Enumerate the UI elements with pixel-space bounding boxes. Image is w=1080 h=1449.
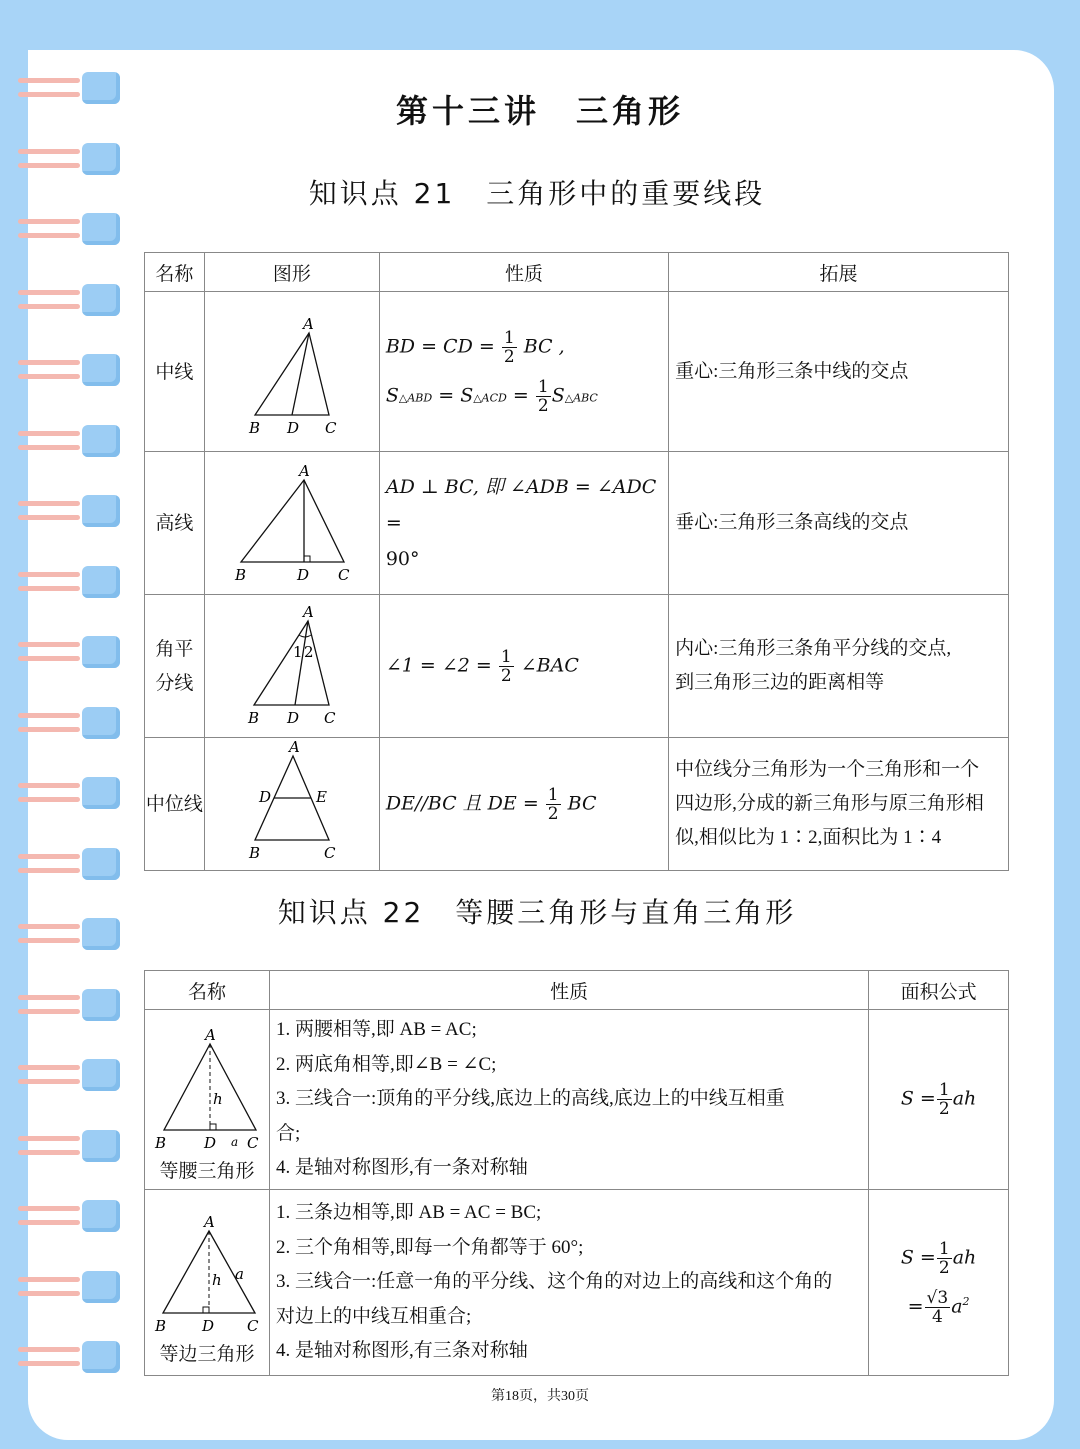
bisector-eq-post: ∠BAC xyxy=(520,654,579,676)
label-angle-1: 1 xyxy=(292,643,303,661)
area-eq: = xyxy=(512,384,529,406)
prop-4: 4. 是轴对称图形,有一条对称轴 xyxy=(276,1157,528,1179)
prop-3-cont: 对边上的中线互相重合; xyxy=(276,1305,472,1327)
row-name: 中位线 xyxy=(145,738,205,871)
triangle-shape xyxy=(241,480,344,562)
segments-table xyxy=(144,252,1009,871)
altitude-triangle-diagram xyxy=(205,452,379,590)
fraction-half xyxy=(502,329,517,366)
label-d: D xyxy=(204,1134,217,1152)
area-s2-sub: △ACD xyxy=(473,391,507,404)
label-b: B xyxy=(248,844,260,862)
altitude-extension: 垂心:三角形三条高线的交点 xyxy=(669,452,1009,595)
prop-2: 2. 两底角相等,即∠B = ∠C; xyxy=(276,1053,497,1075)
right-angle-mark xyxy=(304,556,310,562)
right-angle-mark xyxy=(203,1307,209,1313)
label-c: C xyxy=(337,566,350,584)
binding-ring xyxy=(18,705,110,741)
label-c: C xyxy=(247,1134,259,1152)
binding-ring xyxy=(18,1198,110,1234)
binding-ring xyxy=(18,846,110,882)
median-extension: 重心:三角形三条中线的交点 xyxy=(669,292,1009,452)
label-e: E xyxy=(315,788,327,806)
binding-ring xyxy=(18,493,110,529)
area-s3-sub: △ABC xyxy=(564,391,598,404)
header-name: 名称 xyxy=(145,253,205,292)
binding-ring xyxy=(18,352,110,388)
area2-sup: 2 xyxy=(962,1294,970,1308)
isosceles-cell xyxy=(145,1010,270,1190)
label-c: C xyxy=(324,418,337,437)
altitude-figure xyxy=(204,452,379,595)
label-d: D xyxy=(286,418,299,437)
label-a: A xyxy=(205,1026,216,1044)
header-property: 性质 xyxy=(270,971,869,1010)
fraction-half: $\frac{1}{2}$ xyxy=(938,1080,950,1119)
midline-figure xyxy=(204,738,379,871)
prop-1: 1. 三条边相等,即 AB = AC = BC; xyxy=(276,1202,542,1224)
triangle-shape xyxy=(255,333,329,415)
bisector-triangle-diagram xyxy=(205,595,379,733)
median-eq1-post: BC , xyxy=(523,335,565,357)
median-figure xyxy=(204,292,379,452)
binding-ring xyxy=(18,1128,110,1164)
median-eq1-pre: BD = CD = xyxy=(385,335,495,357)
midline-property xyxy=(379,738,668,871)
ext-line1: 中位线分三角形为一个三角形和一个 xyxy=(675,759,980,780)
fraction-half: $\frac{1}{2}$ xyxy=(547,784,559,824)
bisector-line xyxy=(292,621,308,705)
table-header-row xyxy=(145,253,1009,292)
header-figure: 图形 xyxy=(204,253,379,292)
frac-num: 1 xyxy=(503,327,515,348)
prop-3: 3. 三线合一:顶角的平分线,底边上的高线,底边上的中线互相重 xyxy=(276,1088,785,1110)
area-pre: S = xyxy=(900,1246,936,1268)
table-header-row xyxy=(145,971,1009,1010)
area-post: ah xyxy=(952,1087,977,1110)
label-d: D xyxy=(258,788,271,806)
section1-heading: 知识点 21 三角形中的重要线段 xyxy=(308,177,766,210)
header-extension: 拓展 xyxy=(669,253,1009,292)
frac-den: 2 xyxy=(503,346,515,367)
page-title: 第十三讲 三角形 xyxy=(395,92,684,130)
fraction-sqrt3-over-4: $\frac{√3}{4}$ xyxy=(926,1287,949,1327)
area-s2: = S xyxy=(438,384,474,406)
area-s3: S xyxy=(551,384,565,406)
table-row-altitude xyxy=(145,452,1009,595)
triangle-shape xyxy=(254,621,329,705)
midline-extension xyxy=(669,738,1009,871)
prop-2: 2. 三个角相等,即每一个角都等于 60°; xyxy=(276,1236,584,1258)
midline-eq-post: BC xyxy=(567,792,597,814)
area-s1-sub: △ABD xyxy=(398,391,433,404)
prop-4: 4. 是轴对称图形,有三条对称轴 xyxy=(276,1340,528,1362)
label-a-side: a xyxy=(235,1265,244,1283)
isosceles-name: 等腰三角形 xyxy=(159,1160,255,1182)
row-name-line1: 角平 xyxy=(155,638,194,660)
binding-ring xyxy=(18,775,110,811)
bisector-extension xyxy=(669,595,1009,738)
area-post: ah xyxy=(952,1246,977,1268)
bisector-property xyxy=(379,595,668,738)
isosceles-properties xyxy=(270,1010,869,1190)
header-area-formula: 面积公式 xyxy=(869,971,1009,1010)
bisector-figure xyxy=(204,595,379,738)
binding-ring xyxy=(18,282,110,318)
bisector-eq-pre: ∠1 = ∠2 = xyxy=(385,654,492,676)
label-a: A xyxy=(302,314,314,333)
label-c: C xyxy=(323,844,336,862)
binding-ring xyxy=(18,1269,110,1305)
page-footer: 第18页，共30页 xyxy=(491,1389,589,1404)
altitude-property xyxy=(379,452,668,595)
label-h: h xyxy=(213,1090,223,1108)
table-row-isosceles xyxy=(145,1010,1009,1190)
equilateral-cell xyxy=(145,1190,270,1376)
median-property xyxy=(379,292,668,452)
label-a: A xyxy=(288,738,300,756)
table-row-bisector xyxy=(145,595,1009,738)
binding-ring xyxy=(18,987,110,1023)
equilateral-name: 等边三角形 xyxy=(159,1343,255,1365)
median-triangle-diagram xyxy=(205,295,379,445)
ext-line1: 内心:三角形三条角平分线的交点, xyxy=(675,638,952,659)
area-s1: S xyxy=(385,384,399,406)
row-name: 中线 xyxy=(145,292,205,452)
section2-heading: 知识点 22 等腰三角形与直角三角形 xyxy=(277,896,797,929)
binding-ring xyxy=(18,1339,110,1375)
area-pre: S = xyxy=(900,1087,936,1110)
label-a: A xyxy=(298,462,310,480)
binding-ring xyxy=(18,211,110,247)
label-d: D xyxy=(286,709,299,727)
label-h: h xyxy=(212,1271,222,1289)
binding-ring xyxy=(18,1057,110,1093)
altitude-eq1: AD ⊥ BC, 即 ∠ADB = ∠ADC = xyxy=(385,476,657,534)
label-a-lower: a xyxy=(231,1135,239,1149)
right-angle-mark xyxy=(210,1124,216,1130)
row-name xyxy=(145,595,205,738)
special-triangles-table xyxy=(144,970,1009,1376)
angle-arc xyxy=(299,635,311,637)
label-angle-2: 2 xyxy=(303,643,314,661)
row-name: 高线 xyxy=(145,452,205,595)
label-a: A xyxy=(302,603,314,621)
label-b: B xyxy=(155,1134,167,1152)
fraction-half-2: $\frac{1}{2}$ xyxy=(537,376,549,416)
label-b: B xyxy=(155,1317,167,1335)
isosceles-triangle-diagram xyxy=(145,1016,269,1156)
table-row-midline xyxy=(145,738,1009,871)
label-d: D xyxy=(202,1317,215,1335)
label-b: B xyxy=(234,566,246,584)
label-b: B xyxy=(248,418,260,437)
header-property: 性质 xyxy=(379,253,668,292)
fraction-half: $\frac{1}{2}$ xyxy=(500,646,512,686)
row-name-line2: 分线 xyxy=(155,672,194,694)
ext-line2: 四边形,分成的新三角形与原三角形相 xyxy=(675,793,984,814)
altitude-eq2: 90° xyxy=(385,548,420,570)
fraction-half: $\frac{1}{2}$ xyxy=(938,1238,950,1278)
binding-ring xyxy=(18,423,110,459)
prop-3: 3. 三线合一:任意一角的平分线、这个角的对边上的高线和这个角的 xyxy=(276,1271,833,1293)
equilateral-area xyxy=(869,1190,1009,1376)
label-c: C xyxy=(323,709,336,727)
prop-1: 1. 两腰相等,即 AB = AC; xyxy=(276,1019,477,1041)
area2-pre: = xyxy=(907,1295,924,1317)
isosceles-area xyxy=(869,1010,1009,1190)
area2-post: a xyxy=(951,1295,963,1317)
midline-triangle-diagram xyxy=(205,738,379,866)
binding-ring xyxy=(18,634,110,670)
midline-eq-pre: DE//BC 且 DE = xyxy=(385,792,539,814)
equilateral-properties xyxy=(270,1190,869,1376)
equilateral-triangle-diagram xyxy=(145,1199,269,1339)
binding-ring xyxy=(18,564,110,600)
ext-line2: 到三角形三边的距离相等 xyxy=(675,672,885,693)
label-a: A xyxy=(204,1213,215,1231)
label-b: B xyxy=(247,709,259,727)
ext-line3: 似,相似比为 1∶2,面积比为 1∶4 xyxy=(675,827,942,848)
table-row-equilateral xyxy=(145,1190,1009,1376)
prop-3-cont: 合; xyxy=(276,1122,301,1144)
label-c: C xyxy=(247,1317,259,1335)
table-row-median xyxy=(145,292,1009,452)
header-name: 名称 xyxy=(145,971,270,1010)
label-d: D xyxy=(296,566,309,584)
